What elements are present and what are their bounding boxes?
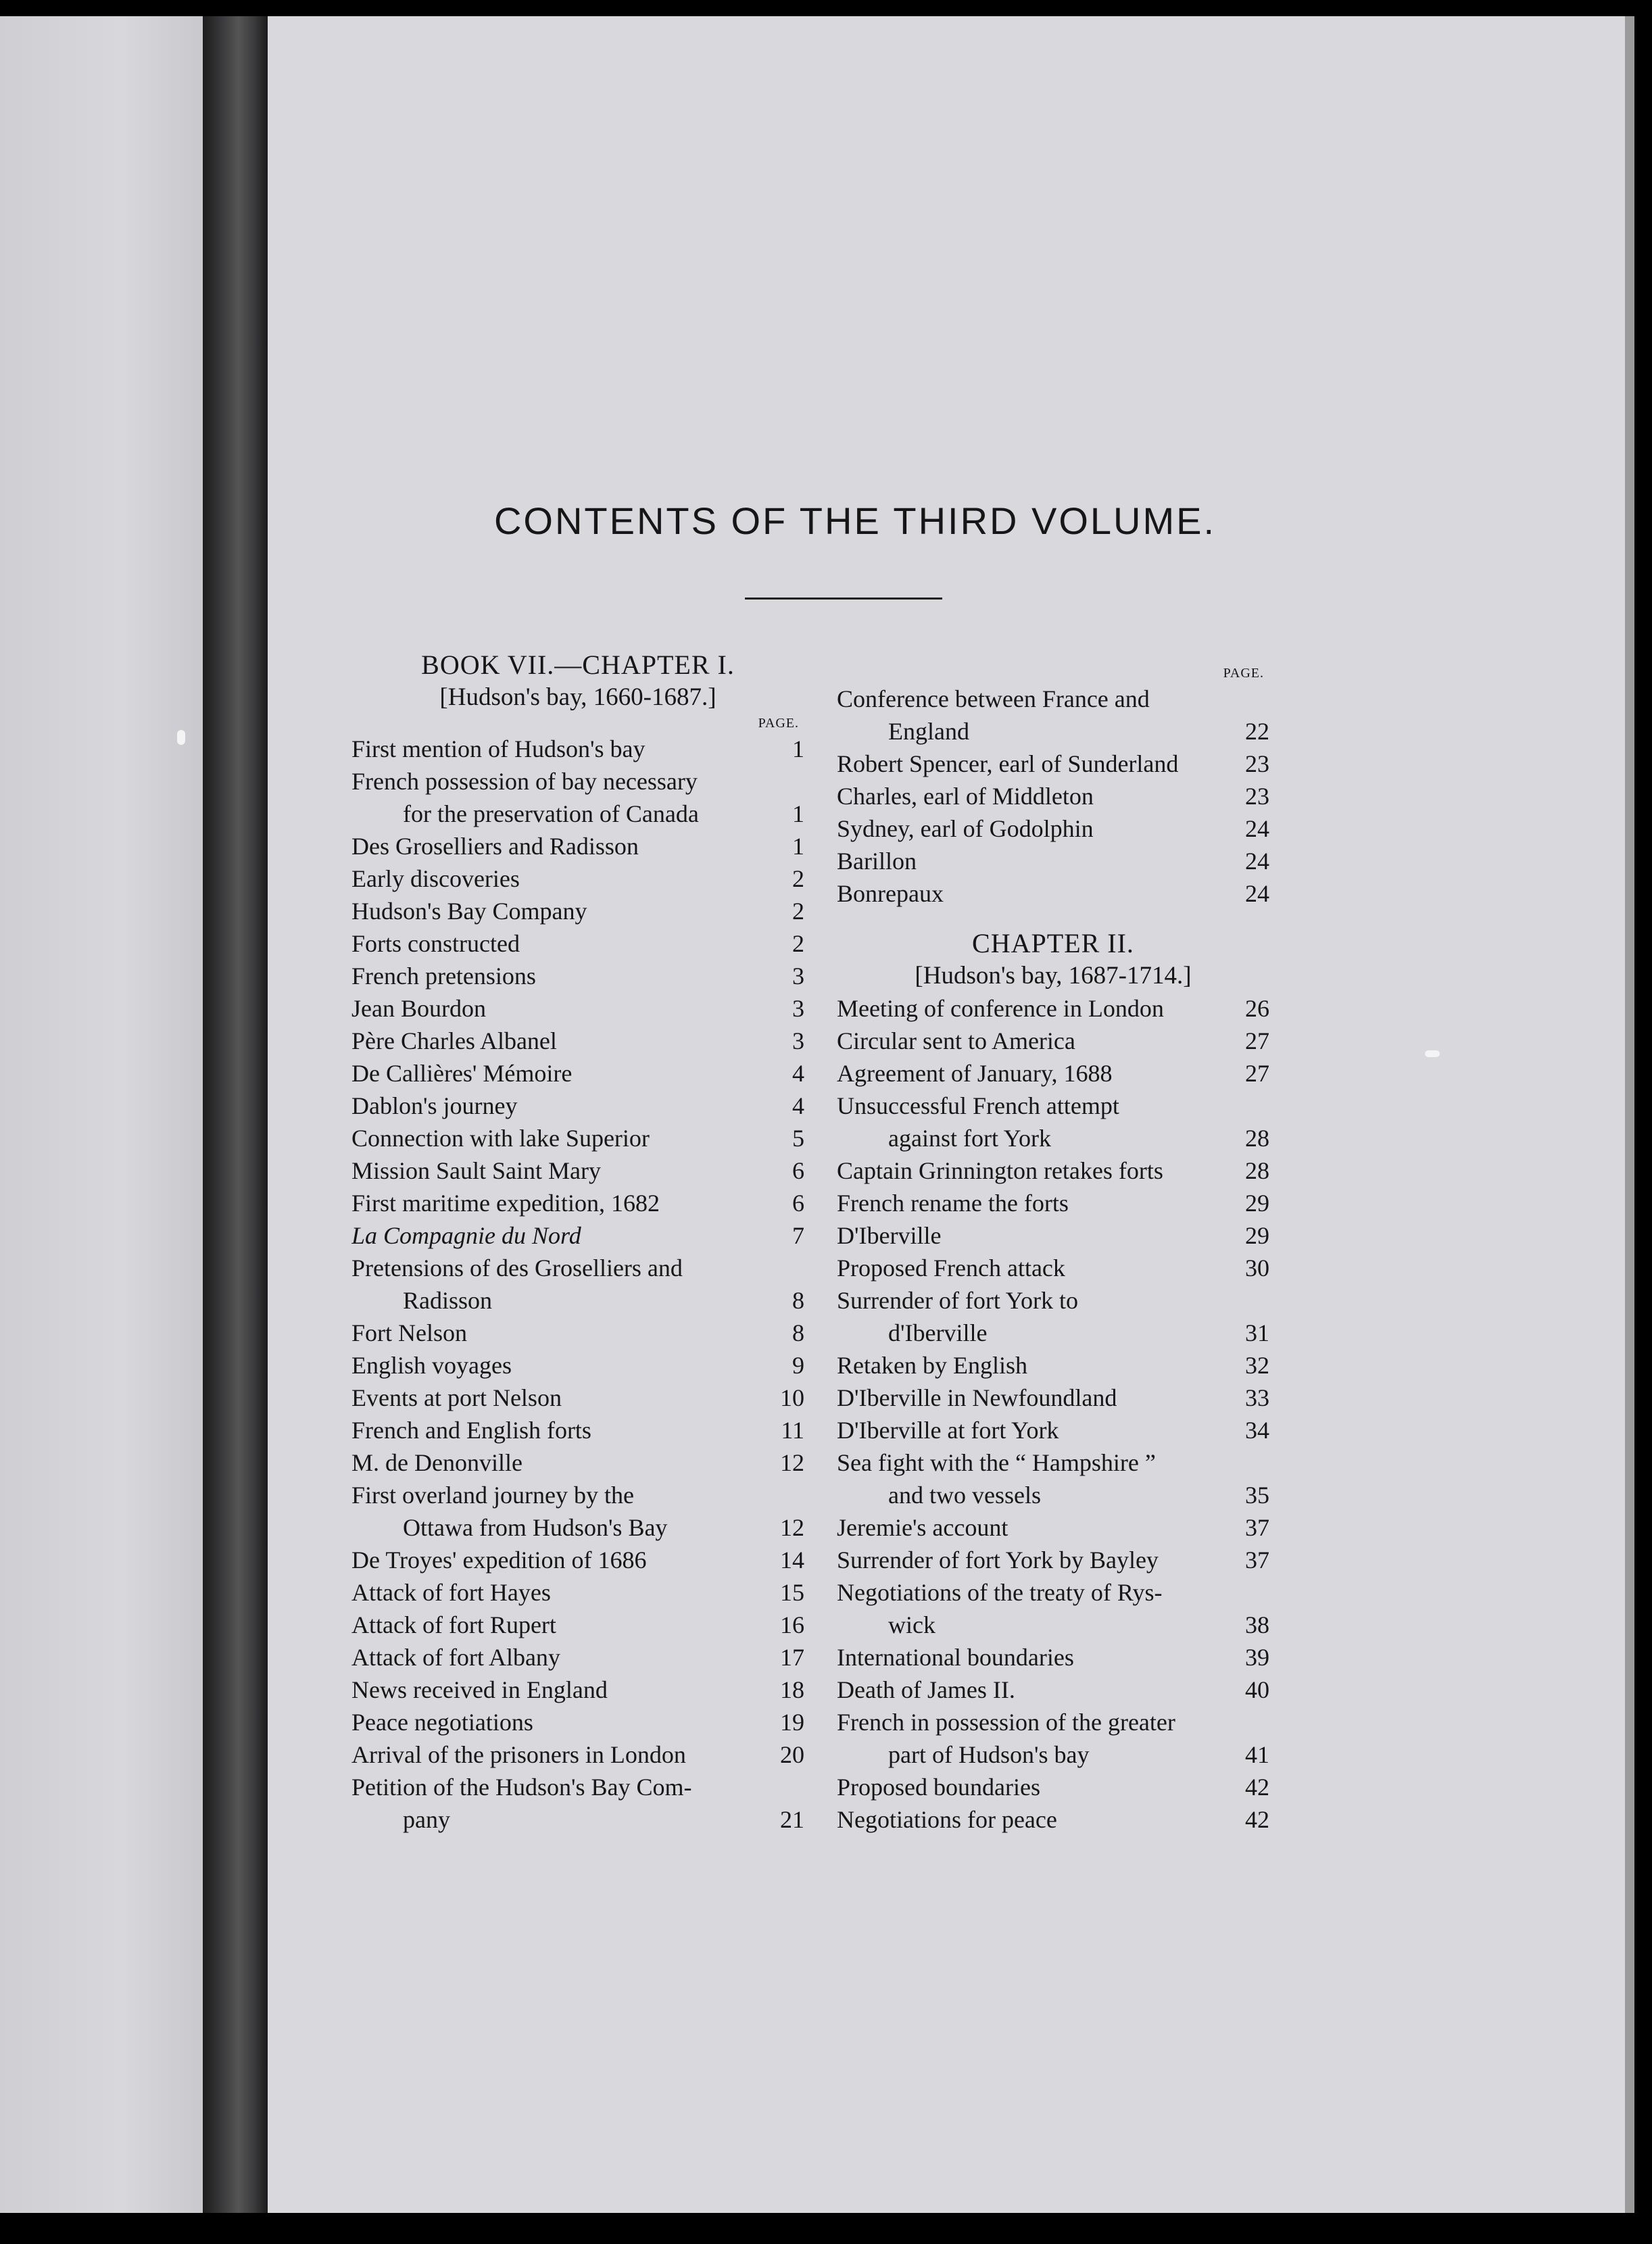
entry-list bbox=[837, 992, 1269, 1836]
entry-page-number: 27 bbox=[1245, 1027, 1269, 1054]
entry-title: Negotiations for peace bbox=[837, 1806, 1057, 1833]
toc-entry bbox=[351, 1187, 804, 1219]
toc-entry bbox=[837, 683, 1269, 715]
entry-page-number: 16 bbox=[780, 1611, 804, 1638]
entry-page-number: 2 bbox=[792, 930, 804, 957]
entry-title: Barillon bbox=[837, 848, 917, 875]
toc-entry bbox=[351, 1154, 804, 1187]
entry-title: Attack of fort Albany bbox=[351, 1644, 560, 1671]
entry-title: D'Iberville in Newfoundland bbox=[837, 1384, 1117, 1411]
toc-entry bbox=[351, 862, 804, 895]
entry-title: Fort Nelson bbox=[351, 1319, 467, 1346]
entry-page-number: 29 bbox=[1245, 1190, 1269, 1217]
entry-page-number: 1 bbox=[792, 800, 804, 827]
chapter-subheading: [Hudson's bay, 1687-1714.] bbox=[915, 962, 1192, 990]
book-spine bbox=[203, 16, 268, 2213]
entry-title: Conference between France and bbox=[837, 685, 1150, 712]
entry-title: News received in England bbox=[351, 1676, 608, 1703]
toc-entry bbox=[837, 1025, 1269, 1057]
entry-title: French possession of bay necessary bbox=[351, 768, 698, 795]
entry-title: Hudson's Bay Company bbox=[351, 898, 587, 925]
entry-page-number: 34 bbox=[1245, 1417, 1269, 1444]
entry-title: and two vessels bbox=[888, 1482, 1041, 1509]
scan-speck bbox=[1425, 1050, 1440, 1057]
entry-title: Captain Grinnington retakes forts bbox=[837, 1157, 1163, 1184]
toc-entry bbox=[837, 1641, 1269, 1674]
entry-page-number: 3 bbox=[792, 995, 804, 1022]
toc-entry bbox=[351, 1446, 804, 1479]
entry-page-number: 5 bbox=[792, 1125, 804, 1152]
entry-page-number: 33 bbox=[1245, 1384, 1269, 1411]
toc-entry bbox=[351, 1284, 804, 1317]
entry-page-number: 12 bbox=[780, 1449, 804, 1476]
entry-title: Peace negotiations bbox=[351, 1709, 533, 1736]
toc-entry bbox=[351, 1057, 804, 1090]
toc-entry bbox=[837, 1317, 1269, 1349]
entry-page-number: 42 bbox=[1245, 1774, 1269, 1801]
entry-page-number: 3 bbox=[792, 962, 804, 990]
entry-title: Meeting of conference in London bbox=[837, 995, 1164, 1022]
page-column-label: PAGE. bbox=[1223, 666, 1264, 681]
entry-page-number: 1 bbox=[792, 735, 804, 762]
entry-title: for the preservation of Canada bbox=[403, 800, 699, 827]
entry-page-number: 32 bbox=[1245, 1352, 1269, 1379]
entry-title: Jean Bourdon bbox=[351, 995, 486, 1022]
toc-entry bbox=[351, 1349, 804, 1382]
entry-title: Petition of the Hudson's Bay Com- bbox=[351, 1774, 692, 1801]
entry-title: Sydney, earl of Godolphin bbox=[837, 815, 1094, 842]
entry-title: Death of James II. bbox=[837, 1676, 1015, 1703]
entry-page-number: 27 bbox=[1245, 1060, 1269, 1087]
page-edge bbox=[1625, 16, 1634, 2213]
entry-title: French in possession of the greater bbox=[837, 1709, 1175, 1736]
entry-page-number: 12 bbox=[780, 1514, 804, 1541]
entry-title: English voyages bbox=[351, 1352, 512, 1379]
entry-page-number: 8 bbox=[792, 1287, 804, 1314]
toc-entry bbox=[837, 877, 1269, 910]
entry-title: D'Iberville bbox=[837, 1222, 942, 1249]
entry-title: Attack of fort Hayes bbox=[351, 1579, 551, 1606]
entry-page-number: 38 bbox=[1245, 1611, 1269, 1638]
entry-title: Sea fight with the “ Hampshire ” bbox=[837, 1449, 1156, 1476]
toc-entry bbox=[351, 1090, 804, 1122]
entry-page-number: 15 bbox=[780, 1579, 804, 1606]
entry-title: Connection with lake Superior bbox=[351, 1125, 650, 1152]
toc-entry bbox=[837, 1609, 1269, 1641]
toc-entry bbox=[351, 927, 804, 960]
entry-page-number: 4 bbox=[792, 1092, 804, 1119]
toc-entry bbox=[837, 1479, 1269, 1511]
entry-title: Unsuccessful French attempt bbox=[837, 1092, 1119, 1119]
toc-entry bbox=[351, 798, 804, 830]
toc-entry bbox=[351, 1252, 804, 1284]
entry-list bbox=[837, 683, 1269, 910]
entry-list bbox=[351, 733, 804, 1836]
entry-page-number: 2 bbox=[792, 865, 804, 892]
title-rule bbox=[745, 597, 942, 600]
toc-entry bbox=[351, 765, 804, 798]
entry-page-number: 11 bbox=[781, 1417, 804, 1444]
page-title: CONTENTS OF THE THIRD VOLUME. bbox=[493, 499, 1217, 542]
toc-entry bbox=[837, 1284, 1269, 1317]
entry-page-number: 35 bbox=[1245, 1482, 1269, 1509]
entry-page-number: 2 bbox=[792, 898, 804, 925]
entry-title: French pretensions bbox=[351, 962, 536, 990]
entry-title: wick bbox=[888, 1611, 936, 1638]
entry-page-number: 14 bbox=[780, 1546, 804, 1574]
entry-title: Jeremie's account bbox=[837, 1514, 1009, 1541]
toc-entry bbox=[351, 1382, 804, 1414]
entry-title: England bbox=[888, 718, 969, 745]
toc-entry bbox=[837, 1738, 1269, 1771]
entry-title: Père Charles Albanel bbox=[351, 1027, 557, 1054]
toc-entry bbox=[837, 812, 1269, 845]
entry-page-number: 30 bbox=[1245, 1254, 1269, 1282]
entry-title: Forts constructed bbox=[351, 930, 520, 957]
entry-page-number: 8 bbox=[792, 1319, 804, 1346]
entry-title: De Callières' Mémoire bbox=[351, 1060, 573, 1087]
entry-title: Attack of fort Rupert bbox=[351, 1611, 556, 1638]
entry-page-number: 4 bbox=[792, 1060, 804, 1087]
entry-page-number: 39 bbox=[1245, 1644, 1269, 1671]
entry-page-number: 20 bbox=[780, 1741, 804, 1768]
scan-speck bbox=[177, 730, 185, 745]
entry-title: Retaken by English bbox=[837, 1352, 1027, 1379]
entry-title: Bonrepaux bbox=[837, 880, 944, 907]
entry-page-number: 24 bbox=[1245, 880, 1269, 907]
toc-entry bbox=[351, 1025, 804, 1057]
toc-entry bbox=[351, 733, 804, 765]
entry-title: Mission Sault Saint Mary bbox=[351, 1157, 602, 1184]
entry-title: De Troyes' expedition of 1686 bbox=[351, 1546, 647, 1574]
entry-title: Surrender of fort York to bbox=[837, 1287, 1078, 1314]
entry-title: Arrival of the prisoners in London bbox=[351, 1741, 686, 1768]
entry-title: Negotiations of the treaty of Rys- bbox=[837, 1579, 1163, 1606]
entry-title: Early discoveries bbox=[351, 865, 520, 892]
entry-title: Radisson bbox=[403, 1287, 493, 1314]
entry-title: d'Iberville bbox=[888, 1319, 988, 1346]
toc-entry bbox=[837, 1544, 1269, 1576]
entry-page-number: 22 bbox=[1245, 718, 1269, 745]
entry-page-number: 18 bbox=[780, 1676, 804, 1703]
entry-page-number: 21 bbox=[780, 1806, 804, 1833]
entry-title: Circular sent to America bbox=[837, 1027, 1075, 1054]
toc-entry bbox=[837, 1771, 1269, 1803]
entry-title: Robert Spencer, earl of Sunderland bbox=[837, 750, 1179, 777]
entry-title: International boundaries bbox=[837, 1644, 1074, 1671]
toc-entry bbox=[351, 1122, 804, 1154]
entry-title: French and English forts bbox=[351, 1417, 591, 1444]
toc-entry bbox=[837, 845, 1269, 877]
entry-title: Agreement of January, 1688 bbox=[837, 1060, 1113, 1087]
entry-title: La Compagnie du Nord bbox=[351, 1222, 581, 1249]
toc-entry bbox=[351, 1803, 804, 1836]
toc-entry bbox=[351, 1414, 804, 1446]
right-column bbox=[837, 664, 1269, 1836]
entry-title: M. de Denonville bbox=[351, 1449, 523, 1476]
left-column bbox=[351, 649, 804, 1836]
toc-entry bbox=[837, 1122, 1269, 1154]
entry-page-number: 7 bbox=[792, 1222, 804, 1249]
entry-page-number: 28 bbox=[1245, 1125, 1269, 1152]
entry-page-number: 17 bbox=[780, 1644, 804, 1671]
toc-entry bbox=[351, 1479, 804, 1511]
toc-entry bbox=[837, 1349, 1269, 1382]
toc-entry bbox=[837, 1706, 1269, 1738]
toc-entry bbox=[351, 960, 804, 992]
entry-title: First maritime expedition, 1682 bbox=[351, 1190, 660, 1217]
toc-entry bbox=[837, 1511, 1269, 1544]
toc-entry bbox=[837, 1057, 1269, 1090]
entry-title: Dablon's journey bbox=[351, 1092, 518, 1119]
entry-title: pany bbox=[403, 1806, 450, 1833]
toc-entry bbox=[351, 1609, 804, 1641]
entry-title: Proposed boundaries bbox=[837, 1774, 1040, 1801]
entry-page-number: 28 bbox=[1245, 1157, 1269, 1184]
entry-page-number: 26 bbox=[1245, 995, 1269, 1022]
entry-page-number: 23 bbox=[1245, 750, 1269, 777]
entry-page-number: 1 bbox=[792, 833, 804, 860]
toc-entry bbox=[351, 1317, 804, 1349]
toc-entry bbox=[837, 1252, 1269, 1284]
entry-page-number: 37 bbox=[1245, 1514, 1269, 1541]
entry-page-number: 10 bbox=[780, 1384, 804, 1411]
toc-entry bbox=[837, 1090, 1269, 1122]
entry-page-number: 37 bbox=[1245, 1546, 1269, 1574]
toc-entry bbox=[837, 1803, 1269, 1836]
toc-entry bbox=[837, 748, 1269, 780]
entry-page-number: 6 bbox=[792, 1157, 804, 1184]
entry-page-number: 23 bbox=[1245, 783, 1269, 810]
entry-title: Ottawa from Hudson's Bay bbox=[403, 1514, 668, 1541]
entry-title: Charles, earl of Middleton bbox=[837, 783, 1094, 810]
entry-page-number: 24 bbox=[1245, 815, 1269, 842]
toc-entry bbox=[351, 1706, 804, 1738]
entry-title: Proposed French attack bbox=[837, 1254, 1065, 1282]
toc-entry bbox=[837, 1414, 1269, 1446]
entry-title: Events at port Nelson bbox=[351, 1384, 562, 1411]
toc-entry bbox=[351, 1738, 804, 1771]
toc-entry bbox=[837, 780, 1269, 812]
chapter-heading: CHAPTER II. bbox=[972, 928, 1134, 958]
entry-page-number: 6 bbox=[792, 1190, 804, 1217]
entry-title: against fort York bbox=[888, 1125, 1051, 1152]
entry-title: Des Groselliers and Radisson bbox=[351, 833, 639, 860]
toc-entry bbox=[837, 992, 1269, 1025]
entry-page-number: 31 bbox=[1245, 1319, 1269, 1346]
entry-page-number: 40 bbox=[1245, 1676, 1269, 1703]
entry-page-number: 19 bbox=[780, 1709, 804, 1736]
toc-entry bbox=[351, 1219, 804, 1252]
toc-entry bbox=[837, 1187, 1269, 1219]
toc-entry bbox=[837, 1674, 1269, 1706]
toc-entry bbox=[837, 715, 1269, 748]
toc-entry bbox=[351, 895, 804, 927]
entry-page-number: 42 bbox=[1245, 1806, 1269, 1833]
entry-title: Pretensions of des Groselliers and bbox=[351, 1254, 683, 1282]
entry-page-number: 9 bbox=[792, 1352, 804, 1379]
page-column-label: PAGE. bbox=[758, 716, 799, 731]
toc-entry bbox=[351, 1674, 804, 1706]
toc-entry bbox=[837, 1446, 1269, 1479]
entry-title: part of Hudson's bay bbox=[888, 1741, 1090, 1768]
toc-entry bbox=[351, 830, 804, 862]
entry-page-number: 24 bbox=[1245, 848, 1269, 875]
facing-page bbox=[0, 16, 203, 2213]
entry-title: First overland journey by the bbox=[351, 1482, 634, 1509]
entry-page-number: 29 bbox=[1245, 1222, 1269, 1249]
entry-title: Surrender of fort York by Bayley bbox=[837, 1546, 1159, 1574]
chapter-subheading: [Hudson's bay, 1660-1687.] bbox=[439, 683, 716, 711]
toc-entry bbox=[837, 1219, 1269, 1252]
toc-entry bbox=[351, 1511, 804, 1544]
entry-page-number: 41 bbox=[1245, 1741, 1269, 1768]
toc-entry bbox=[351, 1771, 804, 1803]
entry-title: French rename the forts bbox=[837, 1190, 1069, 1217]
entry-title: D'Iberville at fort York bbox=[837, 1417, 1059, 1444]
toc-entry bbox=[351, 1641, 804, 1674]
entry-page-number: 3 bbox=[792, 1027, 804, 1054]
toc-entry bbox=[837, 1576, 1269, 1609]
entry-title: First mention of Hudson's bay bbox=[351, 735, 646, 762]
chapter-heading: BOOK VII.—CHAPTER I. bbox=[421, 650, 735, 680]
toc-entry bbox=[837, 1382, 1269, 1414]
toc-entry bbox=[351, 1544, 804, 1576]
toc-entry bbox=[351, 992, 804, 1025]
toc-entry bbox=[351, 1576, 804, 1609]
toc-entry bbox=[837, 1154, 1269, 1187]
